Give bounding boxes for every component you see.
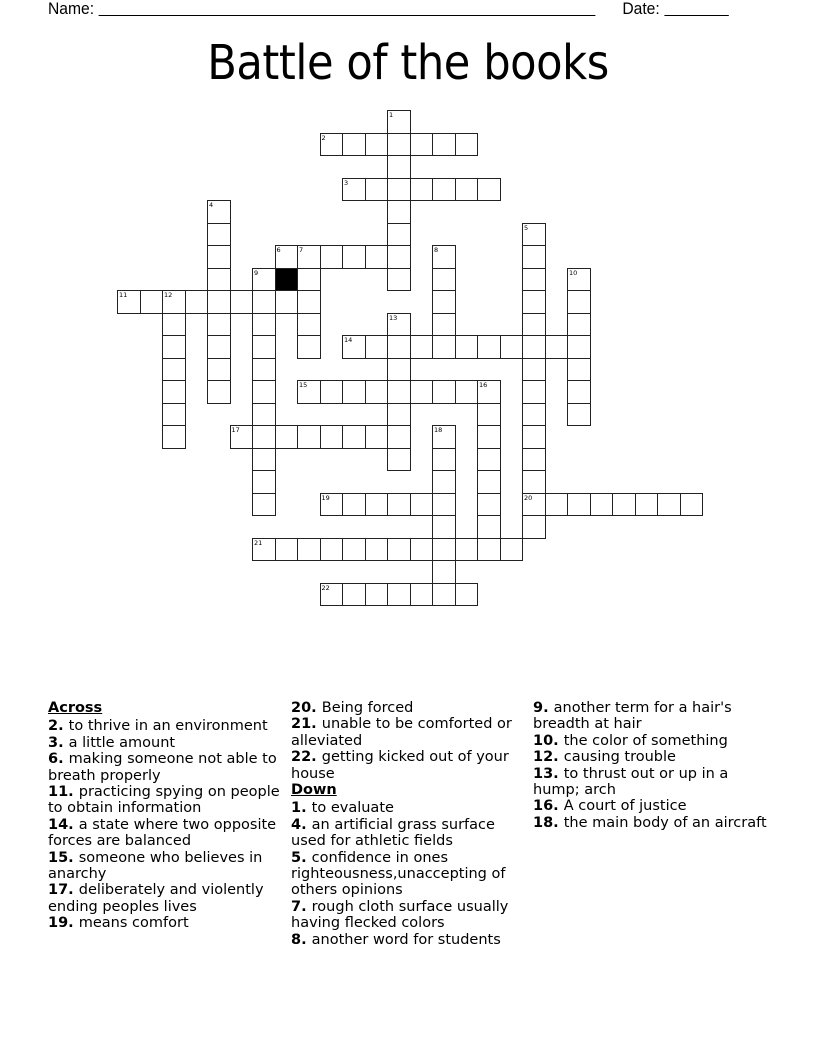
down-clue	[291, 817, 526, 850]
clue-number: 13	[389, 313, 398, 322]
grid-cell[interactable]	[387, 403, 411, 427]
grid-cell[interactable]	[410, 538, 434, 562]
clue-text: the main body of an aircraft	[563, 814, 767, 831]
grid-cell[interactable]	[432, 380, 456, 404]
grid-cell[interactable]	[320, 245, 344, 269]
grid-cell[interactable]	[522, 223, 546, 247]
grid-cell[interactable]	[477, 470, 501, 494]
grid-cell[interactable]	[207, 380, 231, 404]
grid-cell[interactable]	[252, 470, 276, 494]
clue-label-number: 6.	[48, 751, 69, 768]
grid-cell[interactable]	[500, 335, 524, 359]
grid-cell[interactable]	[162, 358, 186, 382]
grid-cell[interactable]	[252, 358, 276, 382]
grid-cell[interactable]	[432, 515, 456, 539]
clue-number: 8	[434, 246, 439, 254]
clue-text: to thrive in an environment	[68, 718, 268, 735]
grid-cell[interactable]	[522, 493, 546, 517]
down-clue	[291, 899, 526, 932]
clue-label-number: 14.	[48, 816, 79, 833]
clue-label-number: 21.	[291, 716, 322, 733]
grid-cell[interactable]	[455, 178, 479, 202]
down-clue	[533, 700, 768, 733]
clue-text: rough cloth surface usually having flecked colors	[291, 898, 509, 932]
clues-column-1	[48, 700, 283, 932]
grid-cell[interactable]	[522, 268, 546, 292]
clue-text: the color of something	[563, 732, 728, 749]
clue-label-number: 9.	[533, 700, 554, 716]
grid-cell[interactable]	[297, 335, 321, 359]
grid-cell[interactable]	[635, 493, 659, 517]
across-clue	[48, 817, 283, 850]
down-clue	[533, 815, 768, 831]
clue-number: 2	[321, 133, 326, 142]
across-clue	[48, 784, 283, 817]
grid-cell[interactable]	[162, 313, 186, 337]
grid-cell[interactable]	[432, 448, 456, 472]
grid-cell[interactable]	[522, 403, 546, 427]
clue-text: a little amount	[68, 734, 176, 751]
grid-cell[interactable]	[432, 425, 456, 449]
grid-cell[interactable]	[252, 425, 276, 449]
grid-cell[interactable]	[252, 313, 276, 337]
grid-cell[interactable]	[432, 133, 456, 157]
grid-cell[interactable]	[252, 493, 276, 517]
grid-cell[interactable]	[252, 538, 276, 562]
across-clue	[48, 718, 283, 734]
grid-cell[interactable]	[252, 403, 276, 427]
grid-cell[interactable]	[567, 403, 591, 427]
grid-cell[interactable]	[455, 335, 479, 359]
grid-cell[interactable]	[365, 583, 389, 607]
grid-cell[interactable]	[545, 335, 569, 359]
grid-cell[interactable]	[477, 178, 501, 202]
clue-number: 14	[344, 336, 353, 344]
grid-cell[interactable]	[342, 583, 366, 607]
grid-cell[interactable]	[207, 313, 231, 337]
grid-cell[interactable]	[252, 335, 276, 359]
clue-number: 9	[254, 268, 259, 277]
grid-cell[interactable]	[207, 335, 231, 359]
grid-cell[interactable]	[320, 380, 344, 404]
grid-cell[interactable]	[342, 425, 366, 449]
grid-cell[interactable]	[342, 133, 366, 157]
clue-number: 5	[524, 223, 529, 232]
clue-text: to thrust out or up in a hump; arch	[533, 765, 729, 799]
down-clue	[533, 733, 768, 749]
grid-cell[interactable]	[432, 290, 456, 314]
grid-cell[interactable]	[522, 245, 546, 269]
clue-label-number: 1.	[291, 800, 312, 817]
grid-cell[interactable]	[387, 425, 411, 449]
clues-column-2	[291, 700, 526, 948]
grid-cell[interactable]	[297, 538, 321, 562]
clue-label-number: 19.	[48, 915, 79, 932]
grid-cell[interactable]	[365, 178, 389, 202]
clue-label-number: 11.	[48, 784, 79, 801]
grid-cell[interactable]	[387, 245, 411, 269]
grid-cell[interactable]	[207, 290, 231, 314]
clue-text: making someone not able to breath properly	[48, 751, 277, 784]
across-clue	[48, 850, 283, 883]
grid-cell[interactable]	[162, 290, 186, 314]
grid-cell[interactable]	[387, 110, 411, 134]
grid-cell[interactable]	[230, 425, 254, 449]
clue-number: 7	[299, 246, 304, 254]
grid-cell[interactable]	[297, 313, 321, 337]
grid-cell[interactable]	[522, 448, 546, 472]
grid-cell[interactable]	[162, 425, 186, 449]
grid-cell[interactable]	[522, 335, 546, 359]
clue-text: to evaluate	[311, 800, 394, 817]
down-clue	[533, 798, 768, 814]
grid-cell[interactable]	[342, 245, 366, 269]
grid-cell[interactable]	[477, 515, 501, 539]
grid-cell[interactable]	[455, 133, 479, 157]
clue-text: means comfort	[78, 915, 189, 932]
grid-cell[interactable]	[522, 515, 546, 539]
grid-cell[interactable]	[230, 290, 254, 314]
grid-cell[interactable]	[387, 335, 411, 359]
clue-text: another term for a hair's breadth at hair	[533, 700, 732, 733]
clue-number: 18	[434, 426, 443, 434]
grid-cell[interactable]	[297, 268, 321, 292]
grid-cell[interactable]	[387, 380, 411, 404]
clue-label-number: 5.	[291, 849, 312, 866]
grid-cell[interactable]	[342, 380, 366, 404]
grid-cell[interactable]	[522, 425, 546, 449]
grid-cell[interactable]	[500, 538, 524, 562]
grid-cell[interactable]	[522, 290, 546, 314]
black-cell	[275, 268, 299, 292]
clue-text: a state where two opposite forces are balanced	[48, 816, 277, 850]
grid-cell[interactable]	[410, 335, 434, 359]
grid-cell[interactable]	[410, 380, 434, 404]
grid-cell[interactable]	[477, 493, 501, 517]
down-heading: Down	[291, 782, 337, 799]
clue-label-number: 8.	[291, 931, 312, 948]
grid-cell[interactable]	[477, 538, 501, 562]
grid-cell[interactable]	[387, 268, 411, 292]
down-clue	[533, 749, 768, 765]
grid-cell[interactable]	[432, 245, 456, 269]
grid-cell[interactable]	[680, 493, 704, 517]
clue-number: 3	[344, 178, 349, 187]
name-label: Name:	[48, 0, 95, 18]
grid-cell[interactable]	[432, 493, 456, 517]
clue-label-number: 22.	[291, 749, 322, 766]
grid-cell[interactable]	[567, 268, 591, 292]
clue-label-number: 13.	[533, 765, 564, 782]
grid-cell[interactable]	[657, 493, 681, 517]
across-clue	[291, 716, 526, 749]
grid-cell[interactable]	[365, 335, 389, 359]
grid-cell[interactable]	[567, 358, 591, 382]
clue-label-number: 20.	[291, 700, 322, 716]
grid-cell[interactable]	[297, 245, 321, 269]
clue-number: 19	[321, 493, 330, 502]
grid-cell[interactable]	[365, 425, 389, 449]
grid-cell[interactable]	[455, 583, 479, 607]
grid-cell[interactable]	[410, 178, 434, 202]
clue-number: 15	[299, 381, 308, 389]
grid-cell[interactable]	[320, 425, 344, 449]
clue-text: someone who believes in anarchy	[48, 849, 263, 883]
across-clue	[48, 882, 283, 915]
across-clue	[48, 915, 283, 931]
grid-cell[interactable]	[387, 448, 411, 472]
clue-number: 21	[254, 538, 263, 547]
grid-cell[interactable]	[320, 583, 344, 607]
grid-cell[interactable]	[162, 335, 186, 359]
grid-cell[interactable]	[342, 493, 366, 517]
grid-cell[interactable]	[207, 245, 231, 269]
grid-cell[interactable]	[477, 448, 501, 472]
grid-cell[interactable]	[477, 335, 501, 359]
clue-text: another word for students	[311, 931, 501, 948]
grid-cell[interactable]	[207, 200, 231, 224]
page-title: Battle of the books	[207, 35, 609, 91]
grid-cell[interactable]	[162, 380, 186, 404]
grid-cell[interactable]	[590, 493, 614, 517]
grid-cell[interactable]	[320, 133, 344, 157]
across-heading: Across	[48, 700, 103, 716]
grid-cell[interactable]	[522, 470, 546, 494]
grid-cell[interactable]	[297, 290, 321, 314]
down-clue	[533, 766, 768, 799]
grid-cell[interactable]	[185, 290, 209, 314]
grid-cell[interactable]	[275, 425, 299, 449]
down-clue	[291, 850, 526, 899]
clue-text: practicing spying on people to obtain information	[48, 784, 280, 817]
grid-cell[interactable]	[387, 313, 411, 337]
grid-cell[interactable]	[275, 290, 299, 314]
grid-cell[interactable]	[567, 290, 591, 314]
grid-cell[interactable]	[455, 538, 479, 562]
grid-cell[interactable]	[387, 133, 411, 157]
clue-text: unable to be comforted or alleviated	[291, 716, 512, 749]
clue-label-number: 12.	[533, 749, 564, 766]
clue-text: deliberately and violently ending peoples lives	[48, 882, 264, 915]
grid-cell[interactable]	[342, 178, 366, 202]
grid-cell[interactable]	[387, 178, 411, 202]
clue-label-number: 10.	[533, 732, 564, 749]
grid-cell[interactable]	[275, 538, 299, 562]
grid-cell[interactable]	[545, 493, 569, 517]
grid-cell[interactable]	[275, 245, 299, 269]
clue-number: 22	[321, 583, 330, 592]
grid-cell[interactable]	[477, 380, 501, 404]
across-clue	[48, 735, 283, 751]
grid-cell[interactable]	[522, 358, 546, 382]
grid-cell[interactable]	[410, 583, 434, 607]
down-clue	[291, 800, 526, 816]
grid-cell[interactable]	[207, 358, 231, 382]
across-clue	[48, 751, 283, 784]
grid-cell[interactable]	[140, 290, 164, 314]
grid-cell[interactable]	[365, 380, 389, 404]
grid-cell[interactable]	[432, 470, 456, 494]
clue-number: 16	[479, 381, 488, 389]
across-clue	[291, 749, 526, 782]
clues-column-3	[533, 700, 768, 831]
grid-cell[interactable]	[162, 403, 186, 427]
grid-cell[interactable]	[387, 223, 411, 247]
grid-cell[interactable]	[567, 380, 591, 404]
grid-cell[interactable]	[567, 493, 591, 517]
down-clue	[291, 932, 526, 948]
clue-label-number: 3.	[48, 734, 69, 751]
grid-cell[interactable]	[410, 133, 434, 157]
grid-cell[interactable]	[612, 493, 636, 517]
grid-cell[interactable]	[387, 493, 411, 517]
grid-cell[interactable]	[297, 380, 321, 404]
date-label: Date:	[622, 0, 660, 18]
grid-cell[interactable]	[567, 313, 591, 337]
grid-cell[interactable]	[297, 425, 321, 449]
grid-cell[interactable]	[365, 133, 389, 157]
grid-cell[interactable]	[207, 268, 231, 292]
grid-cell[interactable]	[320, 538, 344, 562]
clue-number: 10	[569, 268, 578, 277]
grid-cell[interactable]	[567, 335, 591, 359]
clue-label-number: 18.	[533, 814, 564, 831]
grid-cell[interactable]	[342, 538, 366, 562]
grid-cell[interactable]	[365, 538, 389, 562]
clue-text: getting kicked out of your house	[291, 749, 509, 782]
grid-cell[interactable]	[387, 200, 411, 224]
clue-text: A court of justice	[563, 798, 687, 815]
clue-label-number: 15.	[48, 849, 79, 866]
clue-label-number: 17.	[48, 882, 79, 899]
grid-cell[interactable]	[410, 493, 434, 517]
grid-cell[interactable]	[365, 245, 389, 269]
grid-cell[interactable]	[387, 583, 411, 607]
grid-cell[interactable]	[522, 313, 546, 337]
grid-cell[interactable]	[432, 335, 456, 359]
clue-number: 17	[231, 426, 240, 434]
grid-cell[interactable]	[387, 155, 411, 179]
clue-text: confidence in ones righteousness,unaccepting of others opinions	[291, 849, 506, 899]
grid-cell[interactable]	[320, 493, 344, 517]
clue-number: 4	[209, 201, 214, 209]
clue-label-number: 2.	[48, 718, 69, 735]
grid-cell[interactable]	[432, 178, 456, 202]
grid-cell[interactable]	[387, 538, 411, 562]
clue-text: an artificial grass surface used for athletic fields	[291, 816, 495, 850]
grid-cell[interactable]	[387, 358, 411, 382]
grid-cell[interactable]	[117, 290, 141, 314]
grid-cell[interactable]	[477, 425, 501, 449]
clue-number: 6	[276, 246, 281, 254]
grid-cell[interactable]	[342, 335, 366, 359]
grid-cell[interactable]	[455, 380, 479, 404]
grid-cell[interactable]	[252, 290, 276, 314]
grid-cell[interactable]	[522, 380, 546, 404]
clue-label-number: 7.	[291, 898, 312, 915]
grid-cell[interactable]	[432, 538, 456, 562]
across-clue	[291, 700, 526, 716]
clue-label-number: 16.	[533, 798, 564, 815]
clue-label-number: 4.	[291, 816, 312, 833]
grid-cell[interactable]	[477, 403, 501, 427]
grid-cell[interactable]	[365, 493, 389, 517]
grid-cell[interactable]	[207, 223, 231, 247]
grid-cell[interactable]	[252, 380, 276, 404]
grid-cell[interactable]	[252, 448, 276, 472]
grid-cell[interactable]	[432, 313, 456, 337]
grid-cell[interactable]	[432, 268, 456, 292]
clue-number: 20	[524, 493, 533, 502]
clue-number: 11	[119, 291, 128, 299]
grid-cell[interactable]	[432, 560, 456, 584]
grid-cell[interactable]	[252, 268, 276, 292]
clue-text: Being forced	[321, 700, 414, 716]
clue-text: causing trouble	[563, 749, 676, 766]
grid-cell[interactable]	[432, 583, 456, 607]
clue-number: 12	[164, 291, 173, 299]
clue-number: 1	[389, 111, 394, 119]
